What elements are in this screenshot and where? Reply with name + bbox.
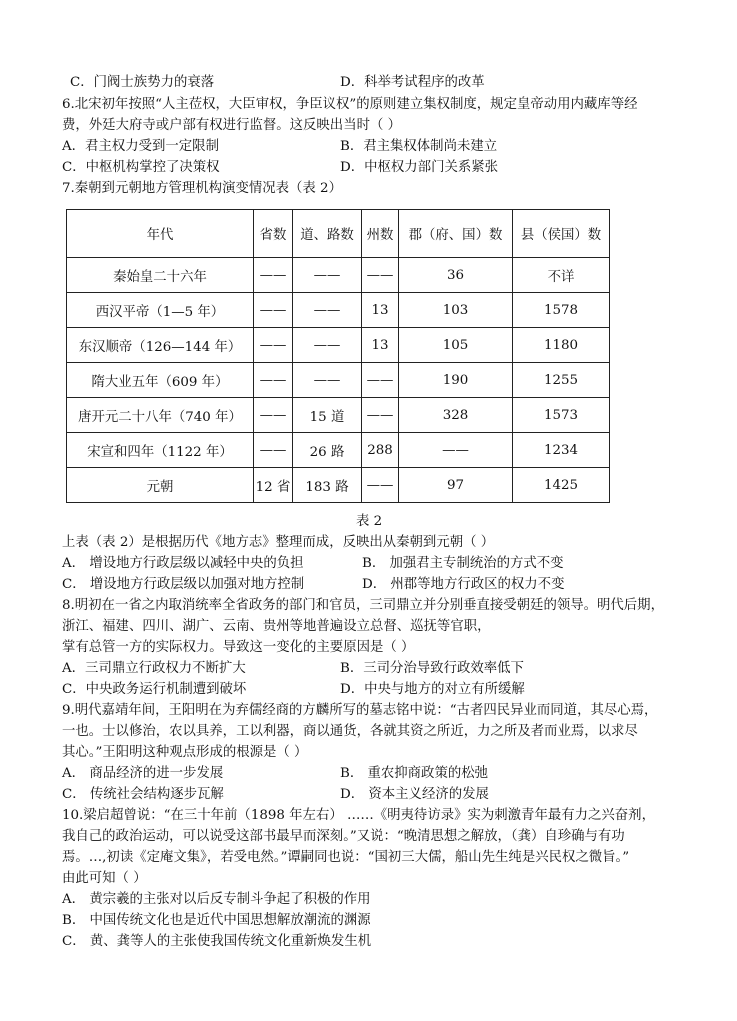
table-cell: 东汉顺帝（126—144 年）: [67, 328, 254, 363]
table-cell: 宋宣和四年（1122 年）: [67, 433, 254, 468]
q7-table: [66, 209, 610, 503]
q8-option-d: D．中央与地方的对立有所缓解: [340, 682, 525, 697]
q8-option-c: C．中央政务运行机制遭到破坏: [62, 682, 247, 697]
table-cell: ——: [254, 258, 293, 293]
table-cell: 唐开元二十八年（740 年）: [67, 398, 254, 433]
q9-option-d: D． 资本主义经济的发展: [340, 787, 489, 802]
table-cell: 元朝: [67, 468, 254, 503]
table-cell: ——: [254, 363, 293, 398]
table-row: [67, 363, 610, 398]
q7-stem: 上表（表 2）是根据历代《地方志》整理而成，反映出从秦朝到元朝（ ）: [62, 535, 495, 550]
q6-option-c: C．中枢机构掌控了决策权: [62, 160, 220, 175]
table-row: [67, 293, 610, 328]
table-cell: ——: [293, 363, 362, 398]
table-row: [67, 328, 610, 363]
q10-stem-line1: 10.梁启超曾说：“在三十年前（1898 年左右） ……《明夷待访录》实为刺激青年最有力之兴奋剂，: [62, 808, 655, 823]
q10-stem-line3: 焉。…,初读《定庵文集》，若受电然。”谭嗣同也说：“国初三大儒，船山先生纯是兴民权之微旨。”: [62, 850, 630, 865]
q9-option-b: B． 重农抑商政策的松弛: [340, 766, 489, 781]
table-cell: ——: [362, 468, 399, 503]
table-cell: 12 省: [254, 468, 293, 503]
q8-stem-line1: 8.明初在一省之内取消统率全省政务的部门和官员，三司鼎立并分别垂直接受朝廷的领导。明代后期，: [62, 598, 664, 613]
table-row: [67, 398, 610, 433]
header-cell: 省数: [254, 210, 293, 258]
q9-option-c: C． 传统社会结构逐步瓦解: [62, 787, 224, 802]
table-cell: ——: [293, 328, 362, 363]
table-cell: 183 路: [293, 468, 362, 503]
table-cell: 97: [399, 468, 513, 503]
q7-option-b: B． 加强君主专制统治的方式不变: [362, 556, 564, 571]
table-cell: 1573: [513, 398, 610, 433]
q7-option-a: A． 增设地方行政层级以减轻中央的负担: [62, 556, 304, 571]
header-cell: 郡（府、国）数: [399, 210, 513, 258]
table-cell: 1255: [513, 363, 610, 398]
table-cell: 26 路: [293, 433, 362, 468]
table-cell: 秦始皇二十六年: [67, 258, 254, 293]
q6-stem-line2: 费，外廷大府寺或户部有权进行监督。这反映出当时（ ）: [62, 118, 402, 133]
q10-stem-line4: 由此可知（ ）: [62, 871, 147, 886]
table-cell: 190: [399, 363, 513, 398]
q8-stem-line3: 掌有总管一方的实际权力。导致这一变化的主要原因是（ ）: [62, 640, 415, 655]
header-cell: 道、路数: [293, 210, 362, 258]
q10-option-c: C． 黄、龚等人的主张使我国传统文化重新焕发生机: [62, 934, 372, 949]
table-row: [67, 433, 610, 468]
q8-option-b: B．三司分治导致行政效率低下: [340, 661, 524, 676]
q9-stem-line1: 9.明代嘉靖年间，王阳明在为弃儒经商的方麟所写的墓志铭中说：“古者四民异业而同道，其尽心焉，: [62, 703, 658, 718]
header-cell: 县（侯国）数: [513, 210, 610, 258]
header-cell: 年代: [67, 210, 254, 258]
q10-option-a: A． 黄宗羲的主张对以后反专制斗争起了积极的作用: [62, 892, 371, 907]
table-cell: 不详: [513, 258, 610, 293]
table-cell: 15 道: [293, 398, 362, 433]
q6-option-a: A．君主权力受到一定限制: [62, 139, 219, 154]
table-cell: 103: [399, 293, 513, 328]
table-cell: 288: [362, 433, 399, 468]
q9-option-a: A． 商品经济的进一步发展: [62, 766, 224, 781]
table-cell: ——: [293, 293, 362, 328]
table-cell: ——: [362, 258, 399, 293]
table-cell: ——: [293, 258, 362, 293]
q9-stem-line3: 其心。”王阳明这种观点形成的根源是（ ）: [62, 745, 308, 760]
table-cell: ——: [254, 433, 293, 468]
q6-stem-line1: 6.北宋初年按照“人主莅权，大臣审权，争臣议权”的原则建立集权制度，规定皇帝动用内藏库等经: [62, 97, 638, 112]
table-caption: 表 2: [356, 514, 383, 529]
table-cell: ——: [399, 433, 513, 468]
q5-option-d: D．科举考试程序的改革: [340, 75, 485, 90]
table-cell: 1578: [513, 293, 610, 328]
q7-option-c: C． 增设地方行政层级以加强对地方控制: [62, 577, 305, 592]
table-cell: 西汉平帝（1—5 年）: [67, 293, 254, 328]
table-cell: ——: [254, 293, 293, 328]
q10-stem-line2: 我自己的政治运动，可以说受这部书最早而深刻。”又说：“晚清思想之解放，（龚）自珍确与有功: [62, 829, 625, 844]
table-cell: 1425: [513, 468, 610, 503]
table-cell: 隋大业五年（609 年）: [67, 363, 254, 398]
q7-option-d: D． 州郡等地方行政区的权力不变: [362, 577, 565, 592]
table-cell: 105: [399, 328, 513, 363]
table-cell: ——: [362, 363, 399, 398]
table-cell: 13: [362, 293, 399, 328]
q5-option-c: C．门阀士族势力的衰落: [70, 75, 215, 90]
table-cell: 1234: [513, 433, 610, 468]
table-row: [67, 468, 610, 503]
q9-stem-line2: 一也。士以修治，农以具养，工以利器，商以通货，各就其资之所近，力之所及者而业焉，以求尽: [62, 724, 638, 739]
header-cell: 州数: [362, 210, 399, 258]
q10-option-b: B． 中国传统文化也是近代中国思想解放潮流的渊源: [62, 913, 371, 928]
table-cell: 1180: [513, 328, 610, 363]
table-row: [67, 258, 610, 293]
q7-title: 7.秦朝到元朝地方管理机构演变情况表（表 2）: [62, 181, 342, 196]
table-cell: 36: [399, 258, 513, 293]
q6-option-b: B．君主集权体制尚未建立: [340, 139, 498, 154]
table-cell: ——: [254, 398, 293, 433]
q8-stem-line2: 浙江、福建、四川、湖广、云南、贵州等地普遍设立总督、巡抚等官职，: [62, 619, 491, 634]
table-header-row: [67, 210, 610, 258]
table-cell: 13: [362, 328, 399, 363]
table-cell: ——: [362, 398, 399, 433]
table-cell: ——: [254, 328, 293, 363]
q8-option-a: A．三司鼎立行政权力不断扩大: [62, 661, 246, 676]
table-cell: 328: [399, 398, 513, 433]
q6-option-d: D．中枢权力部门关系紧张: [340, 160, 499, 175]
